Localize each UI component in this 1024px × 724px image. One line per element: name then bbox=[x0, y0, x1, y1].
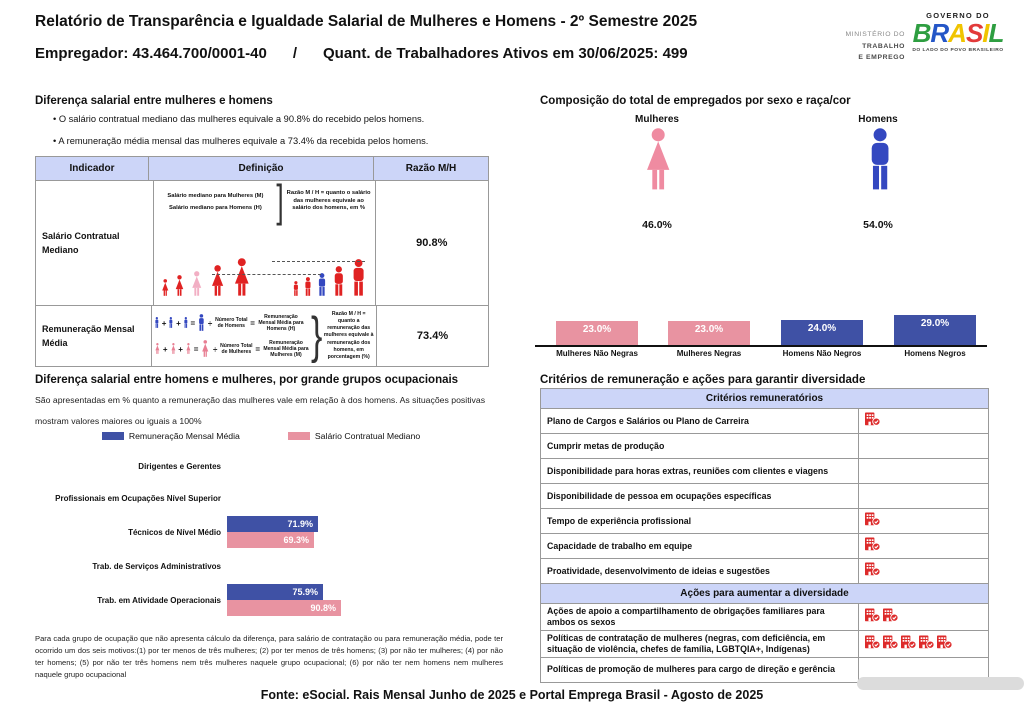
equation-label: Remuneração Mensal Média para Homens (H) bbox=[258, 313, 304, 333]
occupational-subtitle-1: São apresentadas em % quanto a remuneração das mulheres vale em relação à dos homens. As situações positivas bbox=[35, 395, 486, 405]
criteria-section-header: Ações para aumentar a diversidade bbox=[541, 584, 988, 604]
criteria-row bbox=[541, 559, 988, 584]
woman-figure-icon bbox=[208, 265, 227, 299]
occupation-label: Dirigentes e Gerentes bbox=[138, 461, 221, 471]
criteria-label: Tempo de experiência profissional bbox=[541, 509, 859, 533]
race-bar: 29.0% bbox=[894, 315, 976, 345]
report-title: Relatório de Transparência e Igualdade Salarial de Mulheres e Homens - 2º Semestre 2025 bbox=[35, 13, 698, 30]
average-ratio-note: Razão M / H = quanto a remuneração das mulheres equivale à remuneração dos homens, em porcentagem (%) bbox=[323, 311, 374, 360]
man-figure-icon bbox=[316, 273, 328, 299]
equation-label: Número Total de Homens bbox=[215, 316, 248, 329]
source-footer: Fonte: eSocial. Rais Mensal Junho de 2025 e Portal Emprega Brasil - Agosto de 2025 bbox=[260, 688, 764, 702]
occupational-title: Diferença salarial entre homens e mulheres, por grande grupos ocupacionais bbox=[35, 374, 459, 386]
man-figure-icon bbox=[154, 317, 160, 330]
legend-label: Remuneração Mensal Média bbox=[128, 431, 240, 441]
race-composition-chart bbox=[535, 300, 987, 368]
woman-figure-icon bbox=[230, 258, 254, 299]
man-figure-icon bbox=[292, 281, 300, 299]
col-header-indicador: Indicador bbox=[36, 157, 149, 180]
criteria-row bbox=[541, 409, 988, 434]
median-formula bbox=[154, 175, 375, 227]
ratio-value-average: 73.4% bbox=[416, 330, 449, 342]
definition-diagram-average bbox=[152, 306, 377, 366]
occupational-chart bbox=[35, 450, 505, 618]
man-figure-icon bbox=[331, 266, 347, 299]
criteria-label: Plano de Cargos e Salários ou Plano de Carreira bbox=[541, 409, 859, 433]
company-check-icon bbox=[882, 607, 899, 627]
criteria-icons-cell bbox=[859, 509, 988, 533]
man-pictogram-icon bbox=[864, 128, 896, 195]
brasil-letter: B bbox=[912, 18, 931, 48]
occupation-label: Trab. em Atividade Operacionais bbox=[97, 595, 221, 605]
chart-row bbox=[35, 550, 505, 582]
company-check-icon bbox=[864, 511, 881, 531]
bracket-glyph: } bbox=[311, 306, 323, 364]
operator-glyph: = bbox=[250, 318, 255, 328]
legend-label: Salário Contratual Mediano bbox=[314, 431, 421, 441]
criteria-row bbox=[541, 534, 988, 559]
woman-pictogram-icon bbox=[639, 128, 677, 195]
female-percentage: 46.0% bbox=[642, 219, 672, 231]
horizontal-scrollbar-thumb[interactable] bbox=[857, 677, 1024, 690]
composition-title: Composição do total de empregados por sexo e raça/cor bbox=[540, 95, 851, 107]
criteria-row bbox=[541, 509, 988, 534]
median-ratio-note: Razão M / H = quanto o salário das mulheres equivale ao salário dos homens, em % bbox=[286, 189, 371, 212]
salary-gap-bullet-2: • A remuneração média mensal das mulheres equivale a 73.4% da recebida pelos homens. bbox=[53, 136, 428, 146]
criteria-row bbox=[541, 631, 988, 658]
ministry-line-2: TRABALHO bbox=[862, 42, 905, 50]
woman-figure-icon bbox=[160, 279, 171, 299]
criteria-icons-cell bbox=[859, 484, 988, 508]
ministry-line-1: MINISTÉRIO DO bbox=[845, 31, 905, 38]
active-workers-count: Quant. de Trabalhadores Ativos em 30/06/2025: 499 bbox=[322, 45, 688, 62]
criteria-row bbox=[541, 459, 988, 484]
median-men-label: Salário mediano para Homens (H) bbox=[169, 204, 262, 211]
company-check-icon bbox=[900, 634, 917, 654]
criteria-label: Cumprir metas de produção bbox=[541, 434, 859, 458]
median-labels bbox=[157, 193, 273, 211]
criteria-label: Proatividade, desenvolvimento de ideias e sugestões bbox=[541, 559, 859, 583]
bar-group bbox=[227, 516, 318, 548]
woman-figure-icon bbox=[154, 343, 161, 356]
table-row bbox=[36, 175, 488, 306]
ministry-logo bbox=[793, 29, 905, 64]
criteria-label: Disponibilidade de pessoa em ocupações específicas bbox=[541, 484, 859, 508]
race-bar: 24.0% bbox=[781, 320, 863, 345]
average-formula bbox=[152, 306, 376, 366]
criteria-icons-cell bbox=[859, 459, 988, 483]
salary-gap-bullet-1: • O salário contratual mediano das mulheres equivale a 90.8% do recebido pelos homens. bbox=[53, 114, 424, 124]
occupation-label: Técnicos de Nível Médio bbox=[128, 527, 221, 537]
employer-id: Empregador: 43.464.700/0001-40 bbox=[35, 45, 267, 62]
chart-row bbox=[35, 450, 505, 482]
criteria-row bbox=[541, 434, 988, 459]
legend-swatch bbox=[102, 432, 124, 440]
indicator-name: Salário Contratual Mediano bbox=[36, 181, 154, 305]
brasil-letter: S bbox=[965, 18, 983, 48]
company-check-icon bbox=[864, 561, 881, 581]
salary-gap-title: Diferença salarial entre mulheres e homens bbox=[35, 95, 273, 107]
company-check-icon bbox=[864, 607, 881, 627]
man-figure-icon bbox=[168, 317, 174, 330]
indicator-name: Remuneração Mensal Média bbox=[36, 306, 152, 366]
race-category-label: Mulheres Não Negras bbox=[556, 349, 638, 358]
criteria-title: Critérios de remuneração e ações para garantir diversidade bbox=[540, 374, 866, 386]
operator-glyph: = bbox=[255, 344, 260, 354]
subtitle-separator: / bbox=[292, 45, 297, 62]
criteria-label: Ações de apoio a compartilhamento de obrigações familiares para ambos os sexos bbox=[541, 604, 859, 630]
male-percentage: 54.0% bbox=[863, 219, 893, 231]
ratio-bar: 69.3% bbox=[227, 532, 314, 548]
criteria-icons-cell bbox=[859, 434, 988, 458]
female-label: Mulheres bbox=[635, 114, 679, 125]
criteria-label: Disponibilidade para horas extras, reuniões com clientes e viagens bbox=[541, 459, 859, 483]
operator-glyph: = bbox=[190, 318, 196, 328]
chart-row bbox=[35, 514, 505, 550]
women-figures-group bbox=[160, 258, 254, 299]
criteria-icons-cell bbox=[859, 409, 988, 433]
woman-figure-icon bbox=[185, 343, 192, 356]
bar-group bbox=[227, 584, 341, 616]
governo-do-brasil-logo bbox=[906, 11, 1010, 53]
criteria-section-header: Critérios remuneratórios bbox=[541, 389, 988, 409]
criteria-icons-cell bbox=[859, 534, 988, 558]
table-row bbox=[36, 306, 488, 367]
indicator-table bbox=[35, 156, 489, 367]
criteria-label: Políticas de promoção de mulheres para cargo de direção e gerência bbox=[541, 658, 859, 682]
woman-figure-icon bbox=[189, 271, 205, 299]
company-check-icon bbox=[864, 411, 881, 431]
operator-glyph: + bbox=[176, 318, 181, 328]
man-figure-icon bbox=[303, 277, 313, 299]
occupational-footnote: Para cada grupo de ocupação que não apresenta cálculo da diferença, para salário de contratação ou para remuneração média, pode ter ocorrido um dos seis motivos:(1) por ter menos de três mulheres; (2) por ter menos de três homens; (3) por não ter mulheres; (4) por não ter homens; (5) por não ter três homens nem três mulheres naquele grupo ocupacional; (6) por não ter nem homens nem mulheres naquele grupo ocupacional bbox=[35, 634, 503, 680]
woman-figure-icon bbox=[173, 275, 186, 299]
company-check-icon bbox=[936, 634, 953, 654]
woman-figure-icon bbox=[170, 343, 177, 356]
ratio-bar: 90.8% bbox=[227, 600, 341, 616]
operator-glyph: = bbox=[193, 344, 199, 354]
brasil-wordmark bbox=[906, 20, 1010, 47]
equation-label: Remuneração Mensal Média para Mulheres (M) bbox=[263, 339, 309, 359]
chart-axis-line bbox=[535, 345, 987, 347]
brasil-letter: L bbox=[988, 18, 1004, 48]
criteria-label: Políticas de contratação de mulheres (negras, com deficiência, em situação de violência, chefes de família, LGBTQIA+, Indígenas) bbox=[541, 631, 859, 657]
company-check-icon bbox=[918, 634, 935, 654]
woman-figure-icon bbox=[200, 340, 211, 359]
chart-row bbox=[35, 582, 505, 618]
criteria-table bbox=[540, 388, 989, 683]
occupation-label: Trab. de Serviços Administrativos bbox=[92, 561, 221, 571]
legend-item bbox=[288, 431, 420, 441]
race-category-label: Mulheres Negras bbox=[676, 349, 742, 358]
brasil-letter: R bbox=[930, 18, 949, 48]
col-header-definicao: Definição bbox=[149, 157, 374, 180]
criteria-row bbox=[541, 604, 988, 631]
company-check-icon bbox=[882, 634, 899, 654]
company-check-icon bbox=[864, 536, 881, 556]
report-subtitle bbox=[35, 45, 688, 62]
male-label: Homens bbox=[858, 114, 898, 125]
ministry-line-3: E EMPREGO bbox=[858, 54, 905, 62]
brasil-letter: A bbox=[948, 18, 966, 48]
median-women-label: Salário mediano para Mulheres (M) bbox=[167, 192, 264, 199]
race-category-label: Homens Negros bbox=[904, 349, 966, 358]
brasil-letter: I bbox=[982, 18, 989, 48]
criteria-icons-cell bbox=[859, 604, 988, 630]
criteria-icons-cell bbox=[859, 631, 988, 657]
operator-glyph: ÷ bbox=[207, 318, 213, 328]
gov-top-label: GOVERNO DO bbox=[926, 11, 990, 20]
indicator-table-header bbox=[36, 157, 488, 181]
man-figure-icon bbox=[197, 314, 206, 333]
race-bar: 23.0% bbox=[556, 321, 638, 345]
col-header-razao: Razão M/H bbox=[374, 157, 488, 180]
occupational-subtitle-2: mostram valores maiores ou iguais a 100% bbox=[35, 416, 202, 426]
ratio-bar: 71.9% bbox=[227, 516, 318, 532]
men-average-equation bbox=[154, 314, 310, 333]
dashed-line-upper bbox=[272, 261, 365, 262]
man-figure-icon bbox=[183, 317, 189, 330]
chart-row bbox=[35, 482, 505, 514]
criteria-row bbox=[541, 484, 988, 509]
operator-glyph: + bbox=[161, 318, 167, 328]
dashed-line-lower bbox=[212, 274, 321, 275]
operator-glyph: ÷ bbox=[212, 344, 218, 354]
bracket-glyph: ] bbox=[276, 175, 284, 227]
equations bbox=[154, 314, 310, 359]
ratio-bar: 75.9% bbox=[227, 584, 323, 600]
people-pictogram bbox=[160, 241, 369, 299]
race-category-label: Homens Não Negros bbox=[782, 349, 862, 358]
operator-glyph: + bbox=[178, 344, 183, 354]
operator-glyph: + bbox=[162, 344, 168, 354]
ratio-value-median: 90.8% bbox=[416, 237, 448, 249]
race-bar: 23.0% bbox=[668, 321, 750, 345]
criteria-icons-cell bbox=[859, 559, 988, 583]
occupation-label: Profissionais em Ocupações Nível Superior bbox=[55, 493, 221, 503]
definition-diagram-median bbox=[154, 175, 376, 305]
gov-tagline: DO LADO DO POVO BRASILEIRO bbox=[912, 48, 1004, 54]
legend-swatch bbox=[288, 432, 310, 440]
man-figure-icon bbox=[349, 259, 368, 299]
men-figures-group bbox=[292, 259, 368, 299]
women-average-equation bbox=[154, 340, 310, 359]
criteria-label: Capacidade de trabalho em equipe bbox=[541, 534, 859, 558]
company-check-icon bbox=[864, 634, 881, 654]
legend-item bbox=[102, 431, 240, 441]
equation-label: Número Total de Mulheres bbox=[220, 342, 253, 355]
chart-legend bbox=[35, 431, 487, 441]
